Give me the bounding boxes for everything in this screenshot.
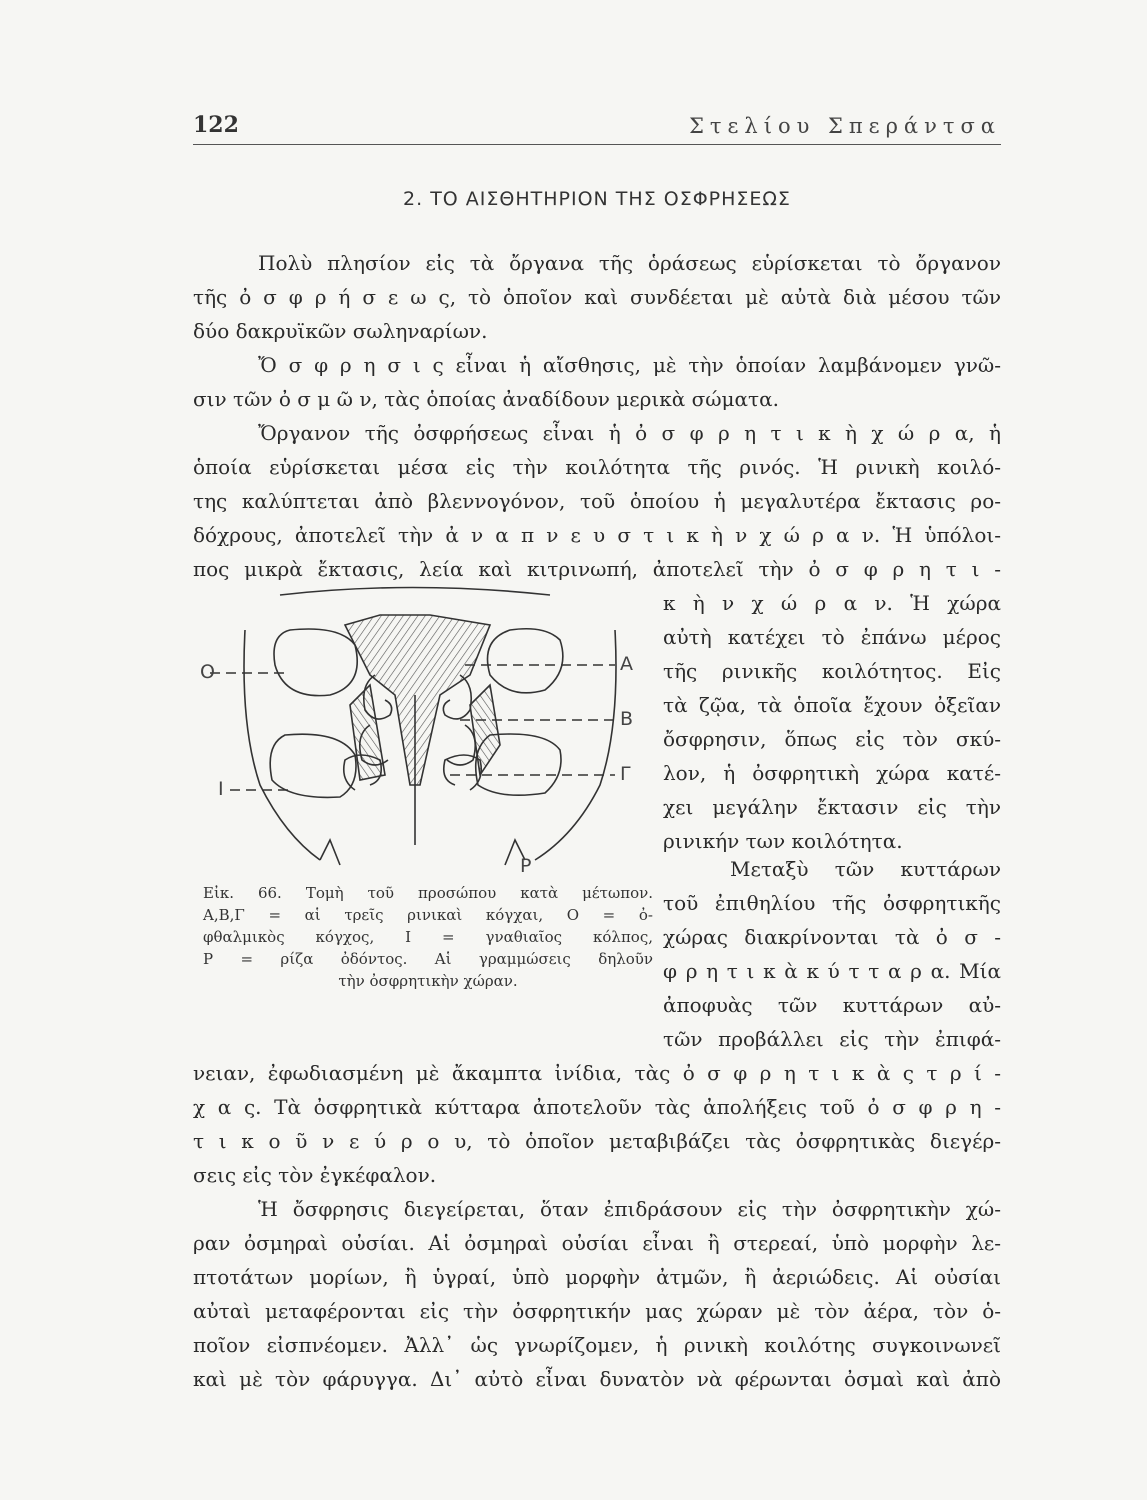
caption-line: φθαλμικὸς κόγχος, Ι = γναθιαῖος κόλπος, — [203, 928, 653, 946]
text-line: πος μικρὰ ἔκτασις, λεία καὶ κιτρινωπή, ἀποτελεῖ τὴν ὀ σ φ ρ η τ ι - — [193, 557, 1001, 581]
text-line: ὄσφρησιν, ὅπως εἰς τὸν σκύ- — [663, 727, 1001, 751]
text-line: ποῖον εἰσπνέομεν. Ἀλλ᾽ ὡς γνωρίζομεν, ἡ ρινικὴ κοιλότης συγκοινωνεῖ — [193, 1333, 1001, 1357]
text-line: Ὄργανον τῆς ὀσφρήσεως εἶναι ἡ ὀ σ φ ρ η τ ι κ ὴ χ ώ ρ α, ἡ — [258, 421, 1001, 445]
caption-line: τὴν ὀσφρητικὴν χώραν. — [338, 972, 518, 990]
text-line: καὶ μὲ τὸν φάρυγγα. Δι᾽ αὐτὸ εἶναι δυνατὸν νὰ φέρωνται ὀσμαὶ καὶ ἀπὸ — [193, 1367, 1001, 1391]
text-line: ρινικήν των κοιλότητα. — [663, 829, 903, 853]
figure-label-b: B — [620, 708, 634, 730]
text-line: λον, ἡ ὀσφρητικὴ χώρα κατέ- — [663, 761, 1001, 785]
figure-label-g: Γ — [620, 763, 631, 785]
text-line: τῆς ὀ σ φ ρ ή σ ε ω ς, τὸ ὁποῖον καὶ συνδέεται μὲ αὐτὰ διὰ μέσου τῶν — [193, 285, 1001, 309]
figure-label-p: P — [520, 855, 532, 877]
text-line: τῆς ρινικῆς κοιλότητος. Εἰς — [663, 659, 1001, 683]
running-head — [193, 112, 1001, 145]
text-line: αὐτὴ κατέχει τὸ ἐπάνω μέρος — [663, 625, 1001, 649]
nasal-cavity-figure — [190, 585, 650, 885]
text-line: κ ὴ ν χ ώ ρ α ν. Ἡ χώρα — [663, 591, 1001, 615]
text-line: ὁποία εὑρίσκεται μέσα εἰς τὴν κοιλότητα τῆς ρινός. Ἡ ρινικὴ κοιλό- — [193, 455, 1001, 479]
text-line: φ ρ η τ ι κ ὰ κ ύ τ τ α ρ α. Μία — [663, 959, 1001, 983]
text-line: δόχρους, ἀποτελεῖ τὴν ἀ ν α π ν ε υ σ τ ι κ ὴ ν χ ώ ρ α ν. Ἡ ὑπόλοι- — [193, 523, 1001, 547]
text-line: χ α ς. Τὰ ὀσφρητικὰ κύτταρα ἀποτελοῦν τὰς ἀπολήξεις τοῦ ὀ σ φ ρ η - — [193, 1095, 1001, 1119]
text-line: αὐταὶ μεταφέρονται εἰς τὴν ὀσφρητικήν μας χώραν μὲ τὸν ἀέρα, τὸν ὁ- — [193, 1299, 1001, 1323]
text-line: ραν ὀσμηραὶ οὐσίαι. Αἱ ὀσμηραὶ οὐσίαι εἶναι ἢ στερεαί, ὑπὸ μορφὴν λε- — [193, 1231, 1001, 1255]
text-line: Ὄ σ φ ρ η σ ι ς εἶναι ἡ αἴσθησις, μὲ τὴν ὁποίαν λαμβάνομεν γνῶ- — [258, 353, 1001, 377]
text-line: τ ι κ ο ῦ ν ε ύ ρ ο υ, τὸ ὁποῖον μεταβιβάζει τὰς ὀσφρητικὰς διεγέρ- — [193, 1129, 1001, 1153]
text-line: τὰ ζῷα, τὰ ὁποῖα ἔχουν ὀξεῖαν — [663, 693, 1001, 717]
running-title: Στελίου Σπεράντσα — [689, 114, 1001, 138]
text-line: σιν τῶν ὀ σ μ ῶ ν, τὰς ὁποίας ἀναδίδουν μερικὰ σώματα. — [193, 387, 779, 411]
caption-line: Εἰκ. 66. Τομὴ τοῦ προσώπου κατὰ μέτωπον. — [203, 884, 653, 902]
text-line: ἀποφυὰς τῶν κυττάρων αὐ- — [663, 993, 1001, 1017]
text-line: χώρας διακρίνονται τὰ ὀ σ - — [663, 925, 1001, 949]
nasal-cross-section-drawing — [190, 585, 650, 885]
text-line: σεις εἰς τὸν ἐγκέφαλον. — [193, 1163, 437, 1187]
text-line: δύο δακρυϊκῶν σωληναρίων. — [193, 319, 488, 343]
page-number: 122 — [193, 112, 239, 138]
text-line: της καλύπτεται ἀπὸ βλεννογόνον, τοῦ ὁποίου ἡ μεγαλυτέρα ἔκτασις ρο- — [193, 489, 1001, 513]
text-line: Ἡ ὄσφρησις διεγείρεται, ὅταν ἐπιδράσουν εἰς τὴν ὀσφρητικὴν χώ- — [258, 1197, 1001, 1221]
caption-line: Α,Β,Γ = αἱ τρεῖς ρινικαὶ κόγχαι, Ο = ὀ- — [203, 906, 653, 924]
text-line: χει μεγάλην ἔκτασιν εἰς τὴν — [663, 795, 1001, 819]
text-line: νειαν, ἐφωδιασμένη μὲ ἄκαμπτα ἰνίδια, τὰς ὀ σ φ ρ η τ ι κ ὰ ς τ ρ ί - — [193, 1061, 1001, 1085]
text-line: τῶν προβάλλει εἰς τὴν ἐπιφά- — [663, 1027, 1001, 1051]
text-line: τοῦ ἐπιθηλίου τῆς ὀσφρητικῆς — [663, 891, 1001, 915]
section-heading: 2. ΤΟ ΑΙΣΘΗΤΗΡΙΟΝ ΤΗΣ ΟΣΦΡΗΣΕΩΣ — [403, 188, 791, 210]
text-line: Πολὺ πλησίον εἰς τὰ ὄργανα τῆς ὁράσεως εὑρίσκεται τὸ ὄργανον — [258, 251, 1001, 275]
figure-label-i: I — [218, 778, 224, 800]
text-line: Μεταξὺ τῶν κυττάρων — [730, 857, 1001, 881]
caption-line: Ρ = ρίζα ὀδόντος. Αἱ γραμμώσεις δηλοῦν — [203, 950, 653, 968]
figure-label-o: O — [200, 661, 215, 683]
figure-caption — [203, 882, 653, 992]
figure-label-a: A — [620, 653, 633, 675]
text-line: πτοτάτων μορίων, ἢ ὑγραί, ὑπὸ μορφὴν ἀτμῶν, ἢ ἀεριώδεις. Αἱ οὐσίαι — [193, 1265, 1001, 1289]
